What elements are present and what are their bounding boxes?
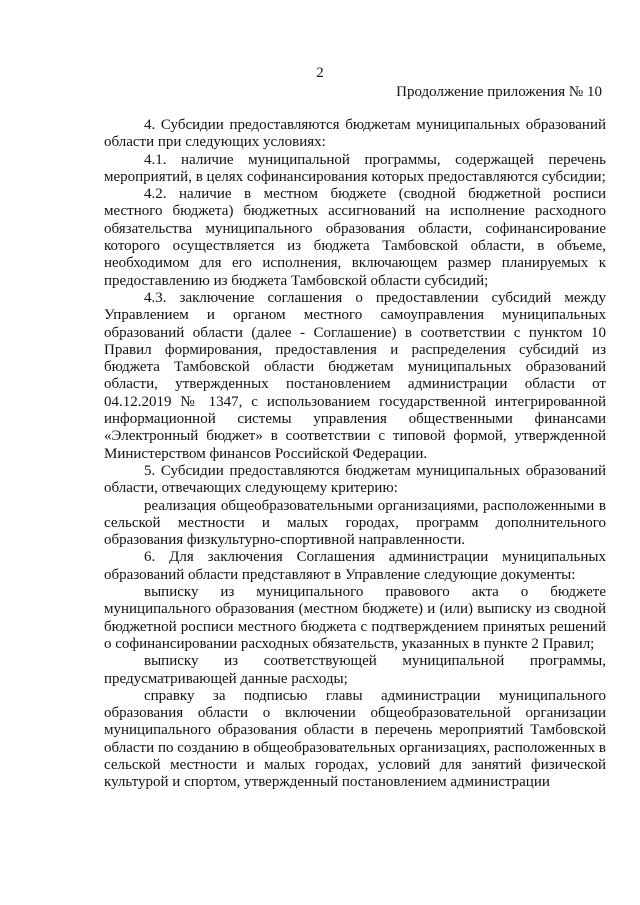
paragraph-5-criterion: реализация общеобразовательными организациями, расположенными в сельской местности и малых городах, программ дополнительного образования физкультурно-спортивной направленности. bbox=[104, 497, 606, 549]
paragraph-4: 4. Субсидии предоставляются бюджетам муниципальных образований области при следующих условиях: bbox=[104, 117, 606, 151]
paragraph-6-doc-2: выписку из соответствующей муниципальной программы, предусматривающей данные расходы; bbox=[104, 653, 606, 687]
paragraph-4-1: 4.1. наличие муниципальной программы, содержащей перечень мероприятий, в целях софинансирования которых предоставляются субсидии; bbox=[104, 151, 606, 185]
paragraph-6: 6. Для заключения Соглашения администрации муниципальных образований области представляют в Управление следующие документы: bbox=[104, 549, 606, 583]
appendix-header: Продолжение приложения № 10 bbox=[396, 84, 602, 100]
paragraph-6-doc-3: справку за подписью главы администрации муниципального образования области о включении общеобразовательной организации муниципального образования области в перечень мероприятий Тамбовской области по созданию в общеобразовательных организациях, расположенных в сельской местности и малых городах, условий для занятий физической культурой и спортом, утвержденный постановлением администрации bbox=[104, 687, 606, 791]
paragraph-6-doc-1: выписку из муниципального правового акта о бюджете муниципального образования (местном бюджете) и (или) выписку из сводной бюджетной росписи местного бюджета с подтверждением принятых решений о софинансировании расходных обязательств, указанных в пункте 2 Правил; bbox=[104, 584, 606, 652]
page-number: 2 bbox=[316, 65, 324, 81]
paragraph-4-3: 4.3. заключение соглашения о предоставлении субсидий между Управлением и органом местного самоуправления муниципальных образований области (далее - Соглашение) в соответствии с пунктом 10 Правил формирования, предоставления и распределения субсидий из бюджета Тамбовской области бюджетам муниципальных образований области, утвержденных постановлением администрации области от 04.12.2019 № 1347, с использованием государственной интегрированной информационной системы управления общественными финансами «Электронный бюджет» в соответствии с типовой формой, утвержденной Министерством финансов Российской Федерации. bbox=[104, 289, 606, 462]
document-body bbox=[104, 117, 606, 792]
paragraph-5: 5. Субсидии предоставляются бюджетам муниципальных образований области, отвечающих следующему критерию: bbox=[104, 462, 606, 497]
paragraph-4-2: 4.2. наличие в местном бюджете (сводной бюджетной росписи местного бюджета) бюджетных ассигнований на исполнение расходного обязательства муниципального образования области, софинансирование которого осуществляется из бюджета Тамбовской области, в объеме, необходимом для его исполнения, включающем размер планируемых к предоставлению из бюджета Тамбовской области субсидий; bbox=[104, 186, 606, 289]
